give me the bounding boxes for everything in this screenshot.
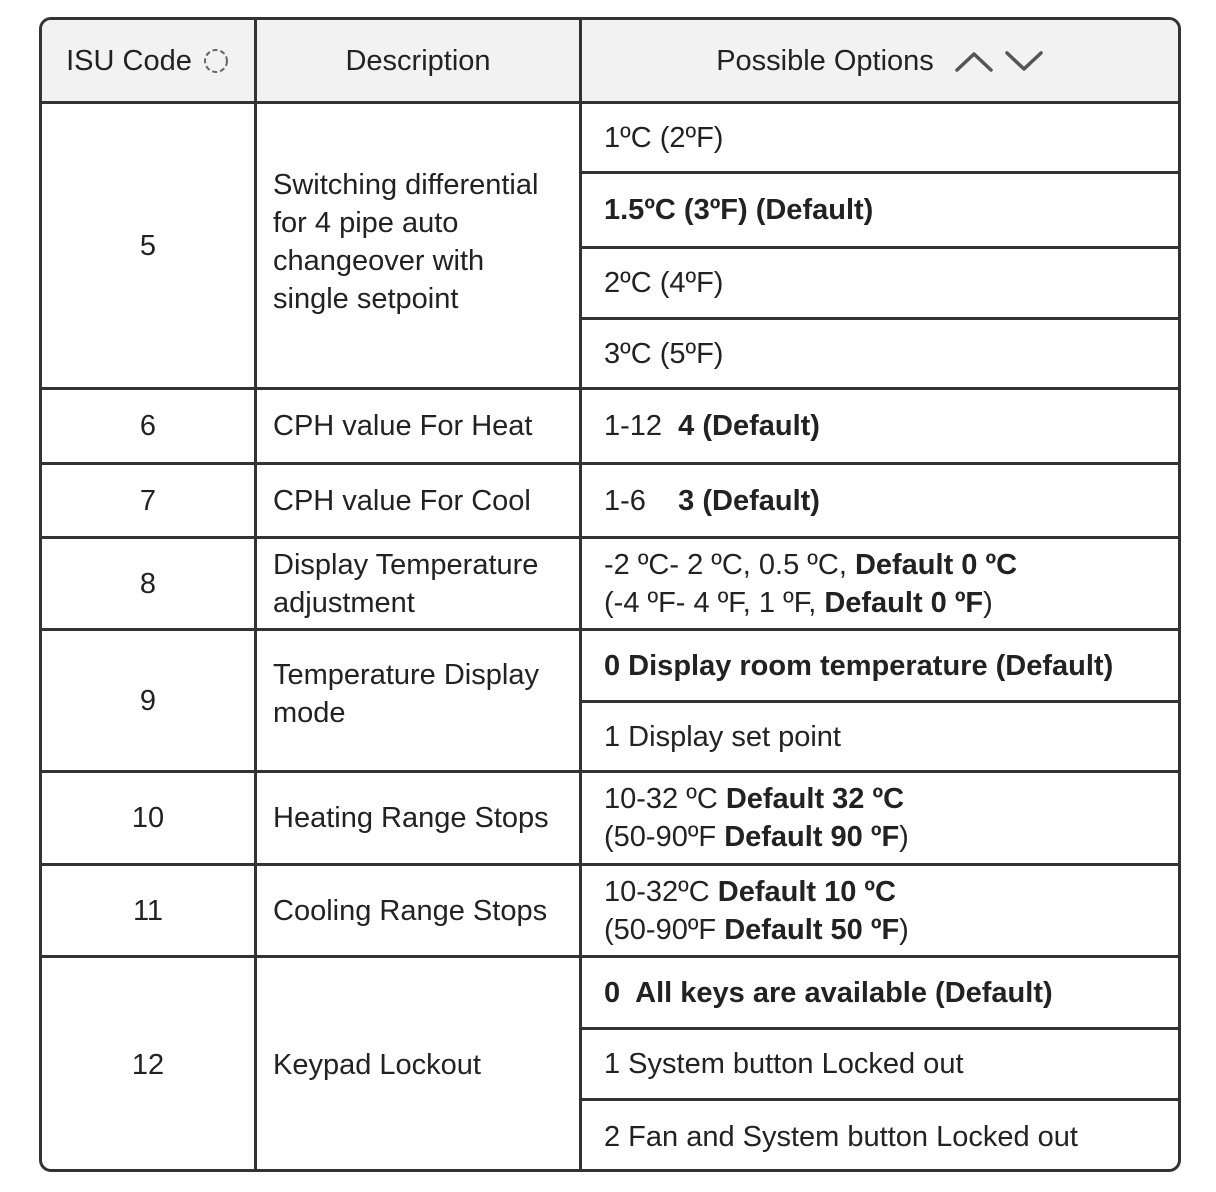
description-cell — [257, 866, 579, 955]
description-line: Switching differential — [273, 168, 539, 201]
code-cell — [42, 539, 254, 628]
option-text: 1 System button Locked out — [604, 1048, 964, 1080]
option-cell — [582, 249, 1178, 317]
code-cell — [42, 631, 254, 770]
option-cell — [582, 1030, 1178, 1098]
option-range: 1-6 — [604, 484, 679, 517]
description-cell — [257, 539, 579, 628]
option-cell — [582, 703, 1178, 770]
code-cell — [42, 104, 254, 387]
option-cell — [582, 773, 1178, 863]
description-line: Display Temperature — [273, 548, 539, 581]
option-cell-default — [582, 631, 1178, 700]
option-text: ) — [899, 821, 909, 853]
option-text: ) — [899, 913, 909, 946]
chevron-down-icon[interactable] — [1004, 49, 1044, 73]
isu-code: 11 — [132, 894, 164, 927]
description-line: single setpoint — [273, 282, 459, 315]
header-description — [257, 20, 579, 101]
header-isu-code-label: ISU Code — [66, 44, 192, 77]
option-default: 3 (Default) — [678, 484, 820, 517]
option-text: 1 Display set point — [604, 720, 841, 753]
option-text: 0 All keys are available (Default) — [604, 976, 1053, 1009]
description-text: Cooling Range Stops — [273, 894, 548, 927]
option-cell — [582, 465, 1178, 536]
option-text: ) — [983, 586, 993, 619]
option-cell — [582, 539, 1178, 628]
isu-code: 12 — [131, 1049, 165, 1081]
description-cell — [257, 631, 579, 770]
option-cell-default — [582, 958, 1178, 1027]
option-default: Default 0 ºF — [824, 586, 984, 619]
header-options-label: Possible Options — [716, 44, 934, 77]
option-cell — [582, 104, 1178, 171]
refresh-icon[interactable] — [202, 47, 230, 75]
option-default: Default 10 ºC — [717, 875, 896, 908]
isu-code: 5 — [139, 229, 157, 262]
description-text: Heating Range Stops — [273, 802, 549, 834]
code-cell — [42, 958, 254, 1172]
option-cell — [582, 1101, 1178, 1172]
option-text: 10-32 ºC — [604, 783, 726, 815]
option-default: Default 0 ºC — [854, 548, 1018, 581]
option-text: (50-90ºF — [604, 821, 725, 853]
description-cell — [257, 104, 579, 387]
header-isu-code[interactable] — [42, 20, 254, 101]
description-line: changeover with — [273, 244, 485, 277]
isu-code: 9 — [139, 684, 157, 717]
option-default: Default 32 ºC — [725, 783, 905, 815]
code-cell — [42, 465, 254, 536]
option-text: 1ºC (2ºF) — [604, 121, 724, 154]
option-text: (-4 ºF- 4 ºF, 1 ºF, — [604, 586, 825, 619]
option-default: Default 50 ºF — [724, 913, 900, 946]
option-cell-default — [582, 174, 1178, 246]
option-text: 2 Fan and System button Locked out — [604, 1120, 1078, 1153]
description-text: CPH value For Heat — [273, 410, 533, 442]
code-cell — [42, 390, 254, 462]
isu-code: 6 — [139, 410, 157, 442]
description-line: for 4 pipe auto — [273, 206, 459, 239]
isu-code: 7 — [139, 484, 157, 517]
header-description-label: Description — [345, 44, 491, 77]
description-line: Temperature Display — [273, 658, 539, 691]
description-cell — [257, 773, 579, 863]
description-line: mode — [273, 696, 346, 729]
description-text: CPH value For Cool — [273, 484, 531, 517]
option-cell — [582, 866, 1178, 955]
option-cell — [582, 320, 1178, 387]
option-text: (50-90ºF — [604, 913, 725, 946]
option-range: 1-12 — [604, 410, 679, 442]
description-cell — [257, 390, 579, 462]
isu-code: 10 — [131, 802, 165, 834]
isu-code: 8 — [139, 567, 157, 600]
option-default: 4 (Default) — [678, 410, 820, 442]
option-text: 3ºC (5ºF) — [604, 337, 724, 370]
option-cell — [582, 390, 1178, 462]
description-text: Keypad Lockout — [273, 1049, 481, 1081]
option-text: 2ºC (4ºF) — [604, 267, 724, 299]
option-text: 0 Display room temperature (Default) — [604, 649, 1114, 682]
option-default: Default 90 ºF — [724, 821, 900, 853]
option-text: 10-32ºC — [604, 875, 718, 908]
description-cell — [257, 958, 579, 1172]
code-cell — [42, 866, 254, 955]
isu-table — [39, 17, 1181, 1172]
header-possible-options[interactable] — [582, 20, 1178, 101]
description-line: adjustment — [273, 586, 415, 619]
option-text: -2 ºC- 2 ºC, 0.5 ºC, — [604, 548, 855, 581]
description-cell — [257, 465, 579, 536]
option-text: 1.5ºC (3ºF) (Default) — [604, 194, 874, 226]
code-cell — [42, 773, 254, 863]
chevron-up-icon[interactable] — [954, 49, 994, 73]
